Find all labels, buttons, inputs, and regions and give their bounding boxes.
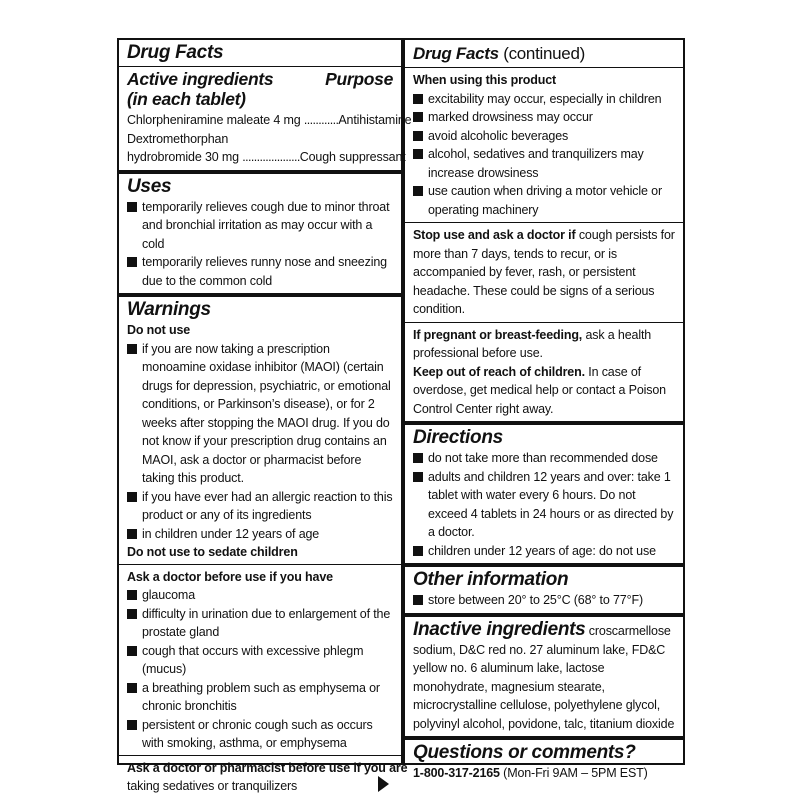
questions-section bbox=[405, 736, 683, 786]
drug-facts-title: Drug Facts bbox=[127, 42, 224, 63]
drug-facts-header bbox=[119, 40, 401, 66]
right-column bbox=[405, 40, 683, 780]
square-bullet-icon bbox=[127, 529, 137, 539]
list-item: alcohol, sedatives and tranquilizers may increase drowsiness bbox=[413, 145, 675, 182]
ask-pharmacist-heading: Ask a doctor or pharmacist before use if you are bbox=[127, 760, 408, 775]
square-bullet-icon bbox=[127, 344, 137, 354]
drug-facts-panel bbox=[117, 38, 685, 793]
list-item: if you are now taking a prescription monoamine oxidase inhibitor (MAOI) (certain drugs for depression, psychiatric, or emotional conditions, or Parkinson’s disease), or for 2 weeks after stopping the MAOI drug. If you do not know if your prescription drug contains an MAOI, ask a doctor or pharmacist before taking this product. bbox=[127, 340, 393, 488]
list-item: cough that occurs with excessive phlegm (mucus) bbox=[127, 642, 393, 679]
list-item: persistent or chronic cough such as occurs with smoking, asthma, or emphysema bbox=[127, 716, 393, 753]
list-item: difficulty in urination due to enlargement of the prostate gland bbox=[127, 605, 393, 642]
list-item: in children under 12 years of age bbox=[127, 525, 393, 544]
ingredient-row-chlorpheniramine bbox=[127, 111, 412, 130]
phone-number: 1-800-317-2165 bbox=[413, 766, 500, 780]
ask-pharmacist-text: taking sedatives or tranquilizers bbox=[127, 779, 298, 793]
list-item: temporarily relieves cough due to minor throat and bronchial irritation as may occur with a cold bbox=[127, 198, 393, 254]
list-item: temporarily relieves runny nose and sneezing due to the common cold bbox=[127, 253, 393, 290]
square-bullet-icon bbox=[127, 257, 137, 267]
inactive-ingredients-section bbox=[405, 613, 683, 737]
square-bullet-icon bbox=[413, 472, 423, 482]
list-item: a breathing problem such as emphysema or chronic bronchitis bbox=[127, 679, 393, 716]
list-item: children under 12 years of age: do not use bbox=[413, 542, 675, 561]
ask-pharmacist-section bbox=[119, 755, 408, 798]
continue-arrow-icon bbox=[378, 776, 389, 792]
active-ingredients-heading: Active ingredients bbox=[127, 69, 274, 89]
list-item: if you have ever had an allergic reaction to this product or any of its ingredients bbox=[127, 488, 393, 525]
other-information-section bbox=[405, 563, 683, 613]
ask-doctor-section bbox=[119, 564, 401, 755]
purpose-heading: Purpose bbox=[325, 69, 393, 89]
keep-out-of-reach-text: Keep out of reach of children. In case of overdose, get medical help or contact a Poison Control Center right away. bbox=[413, 364, 666, 416]
do-not-use-heading: Do not use bbox=[127, 323, 191, 337]
list-item: adults and children 12 years and over: take 1 tablet with water every 6 hours. Do not exceed 4 tablets in 24 hours or as directed by a doctor. bbox=[413, 468, 675, 542]
stop-use-section bbox=[405, 222, 683, 322]
ingredient-name: Chlorpheniramine maleate 4 mg bbox=[127, 113, 301, 127]
square-bullet-icon bbox=[127, 492, 137, 502]
list-item: store between 20° to 25°C (68° to 77°F) bbox=[413, 591, 675, 610]
phone-line bbox=[413, 764, 675, 783]
ingredient-name: hydrobromide 30 mg bbox=[127, 150, 239, 164]
warnings-heading: Warnings bbox=[127, 299, 211, 320]
square-bullet-icon bbox=[413, 112, 423, 122]
drug-facts-continued-title: Drug Facts bbox=[413, 44, 499, 63]
questions-heading: Questions or comments? bbox=[413, 742, 636, 763]
directions-heading: Directions bbox=[413, 427, 503, 448]
phone-hours: (Mon-Fri 9AM – 5PM EST) bbox=[499, 766, 648, 780]
list-item: avoid alcoholic beverages bbox=[413, 127, 675, 146]
uses-heading: Uses bbox=[127, 175, 172, 197]
square-bullet-icon bbox=[127, 590, 137, 600]
leader-dots: .................... bbox=[242, 150, 300, 164]
square-bullet-icon bbox=[127, 609, 137, 619]
list-item: excitability may occur, especially in children bbox=[413, 90, 675, 109]
ingredient-purpose: Antihistamine bbox=[338, 113, 412, 127]
square-bullet-icon bbox=[413, 149, 423, 159]
other-information-heading: Other information bbox=[413, 569, 569, 590]
inactive-ingredients-text: Inactive ingredients croscarmellose sodium, D&C red no. 27 aluminum lake, FD&C yellow no. 6 aluminum lake, lactose monohydrate, magnesium stearate, microcrystalline cellulose, polyethylene glycol, polyvinyl alcohol, povidone, talc, titanium dioxide bbox=[413, 618, 675, 731]
square-bullet-icon bbox=[413, 453, 423, 463]
square-bullet-icon bbox=[413, 131, 423, 141]
inactive-ingredients-heading: Inactive ingredients bbox=[413, 618, 586, 640]
square-bullet-icon bbox=[413, 546, 423, 556]
ingredient-purpose: Cough suppressant bbox=[299, 150, 406, 164]
list-item: marked drowsiness may occur bbox=[413, 108, 675, 127]
stop-use-text: Stop use and ask a doctor if cough persists for more than 7 days, tends to recur, or is accompanied by fever, rash, or persistent headache. These could be signs of a serious condition. bbox=[413, 228, 675, 316]
list-item: glaucoma bbox=[127, 586, 393, 605]
when-using-section bbox=[405, 67, 683, 222]
left-column bbox=[119, 40, 412, 793]
list-item: use caution when driving a motor vehicle or operating machinery bbox=[413, 182, 675, 219]
square-bullet-icon bbox=[413, 94, 423, 104]
leader-dots: ............ bbox=[303, 113, 339, 127]
active-ingredients-section bbox=[119, 66, 412, 170]
ingredient-row-dextromethorphan bbox=[127, 148, 406, 167]
square-bullet-icon bbox=[127, 720, 137, 730]
square-bullet-icon bbox=[127, 202, 137, 212]
pregnancy-section bbox=[405, 322, 683, 422]
pregnancy-text: If pregnant or breast-feeding, ask a health professional before use. bbox=[413, 327, 652, 360]
active-ingredients-subheading: (in each tablet) bbox=[127, 89, 246, 109]
square-bullet-icon bbox=[127, 683, 137, 693]
square-bullet-icon bbox=[413, 186, 423, 196]
list-item: do not take more than recommended dose bbox=[413, 449, 675, 468]
drug-facts-continued-header bbox=[405, 40, 683, 67]
ingredient-name-line: Dextromethorphan bbox=[127, 131, 229, 146]
when-using-heading: When using this product bbox=[413, 73, 557, 87]
directions-section bbox=[405, 421, 683, 563]
continued-label: (continued) bbox=[498, 44, 585, 63]
warnings-section bbox=[119, 293, 401, 564]
do-not-sedate-heading: Do not use to sedate children bbox=[127, 545, 298, 559]
ask-doctor-heading: Ask a doctor before use if you have bbox=[127, 569, 333, 584]
square-bullet-icon bbox=[127, 646, 137, 656]
uses-section bbox=[119, 170, 401, 294]
square-bullet-icon bbox=[413, 595, 423, 605]
